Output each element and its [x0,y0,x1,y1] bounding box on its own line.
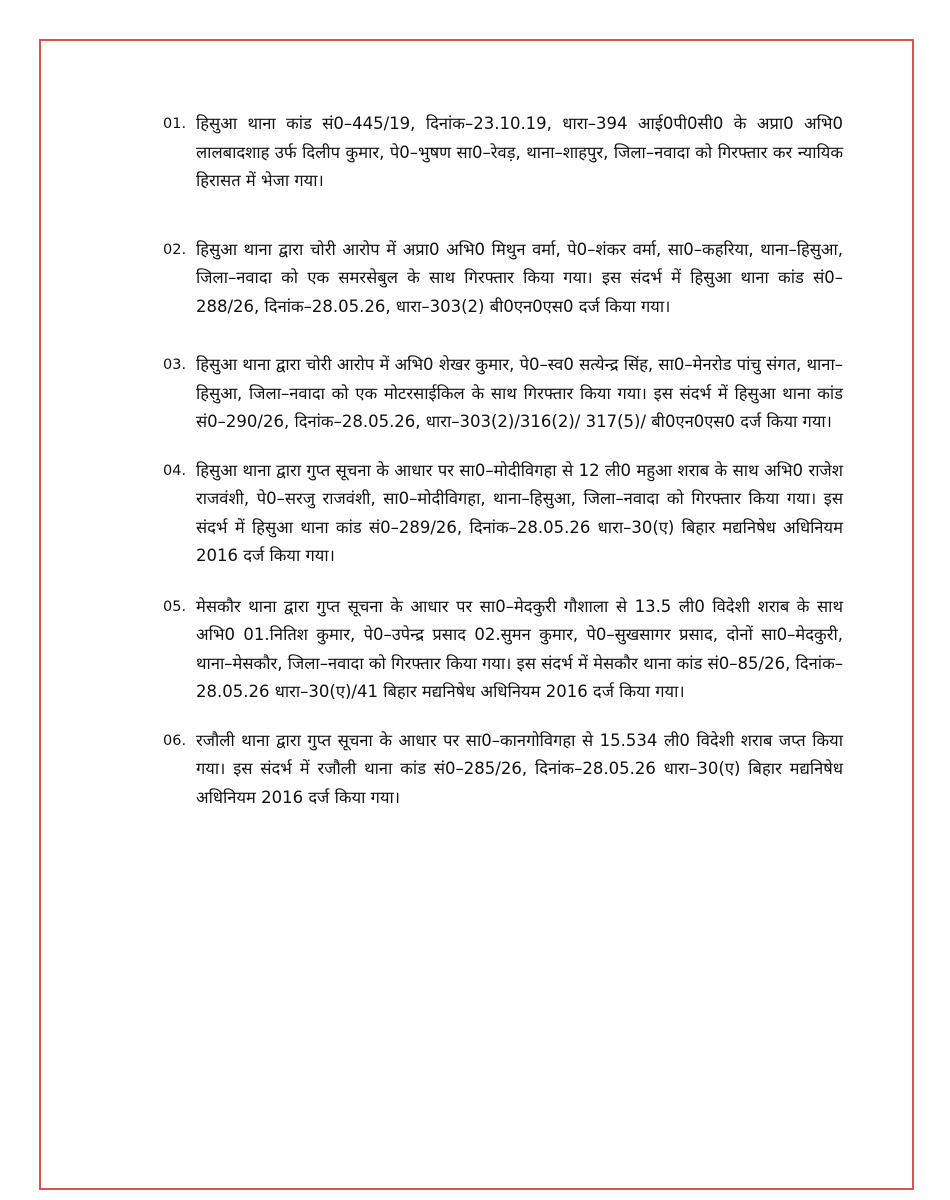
item-number: 02. [163,241,187,258]
item-number: 04. [163,462,187,479]
list-item [163,457,843,571]
item-text: हिसुआ थाना द्वारा गुप्त सूचना के आधार पर सा0–मोदीविगहा से 12 ली0 महुआ शराब के साथ अभि0 राजेश राजवंशी, पे0–सरजु राजवंशी, सा0–मोदीविगहा, थाना–हिसुआ, जिला–नवादा को गिरफ्तार किया गया। इस संदर्भ में हिसुआ थाना कांड सं0–289/26, दिनांक–28.05.26 धारा–30(ए) बिहार मद्यनिषेध अधिनियम 2016 दर्ज किया गया। [196,460,843,565]
item-number: 01. [163,116,187,132]
list-item [163,236,843,322]
list-item [163,727,843,813]
report-list [163,110,843,812]
item-text: मेसकौर थाना द्वारा गुप्त सूचना के आधार पर सा0–मेदकुरी गौशाला से 13.5 ली0 विदेशी शराब के साथ अभि0 01.नितिश कुमार, पे0–उपेन्द्र प्रसाद 02.सुमन कुमार, पे0–सुखसागर प्रसाद, दोनों सा0–मेदकुरी, थाना–मेसकौर, जिला–नवादा को गिरफ्तार किया गया। इस संदर्भ में मेसकौर थाना कांड सं0–85/26, दिनांक–28.05.26 धारा–30(ए)/41 बिहार मद्यनिषेध अधिनियम 2016 दर्ज किया गया। [196,596,843,701]
item-text: रजौली थाना द्वारा गुप्त सूचना के आधार पर सा0–कानगोविगहा से 15.534 ली0 विदेशी शराब जप्त किया गया। इस संदर्भ में रजौली थाना कांड सं0–285/26, दिनांक–28.05.26 धारा–30(ए) बिहार मद्यनिषेध अधिनियम 2016 दर्ज किया गया। [196,730,843,807]
list-item [163,593,843,707]
item-text: हिसुआ थाना द्वारा चोरी आरोप में अभि0 शेखर कुमार, पे0–स्व0 सत्येन्द्र सिंह, सा0–मेनरोड पांचु संगत, थाना–हिसुआ, जिला–नवादा को एक मोटरसाईकिल के साथ गिरफ्तार किया गया। इस संदर्भ में हिसुआ थाना कांड सं0–290/26, दिनांक–28.05.26, धारा–303(2)/316(2)/ 317(5)/ बी0एन0एस0 दर्ज किया गया। [196,355,843,431]
item-text: हिसुआ थाना द्वारा चोरी आरोप में अप्रा0 अभि0 मिथुन वर्मा, पे0–शंकर वर्मा, सा0–कहरिया, थाना–हिसुआ, जिला–नवादा को एक समरसेबुल के साथ गिरफ्तार किया गया। इस संदर्भ में हिसुआ थाना कांड सं0–288/26, दिनांक–28.05.26, धारा–303(2) बी0एन0एस0 दर्ज किया गया। [196,239,843,316]
item-text: हिसुआ थाना कांड सं0–445/19, दिनांक–23.10.19, धारा–394 आई0पी0सी0 के अप्रा0 अभि0 लालबादशाह उर्फ दिलीप कुमार, पे0–भुषण सा0–रेवड़, थाना–शाहपुर, जिला–नवादा को गिरफ्तार कर न्यायिक हिरासत में भेजा गया। [196,114,843,190]
list-item [163,110,843,196]
item-number: 06. [163,732,187,749]
item-number: 03. [163,357,187,373]
list-item [163,351,843,437]
item-number: 05. [163,598,187,615]
